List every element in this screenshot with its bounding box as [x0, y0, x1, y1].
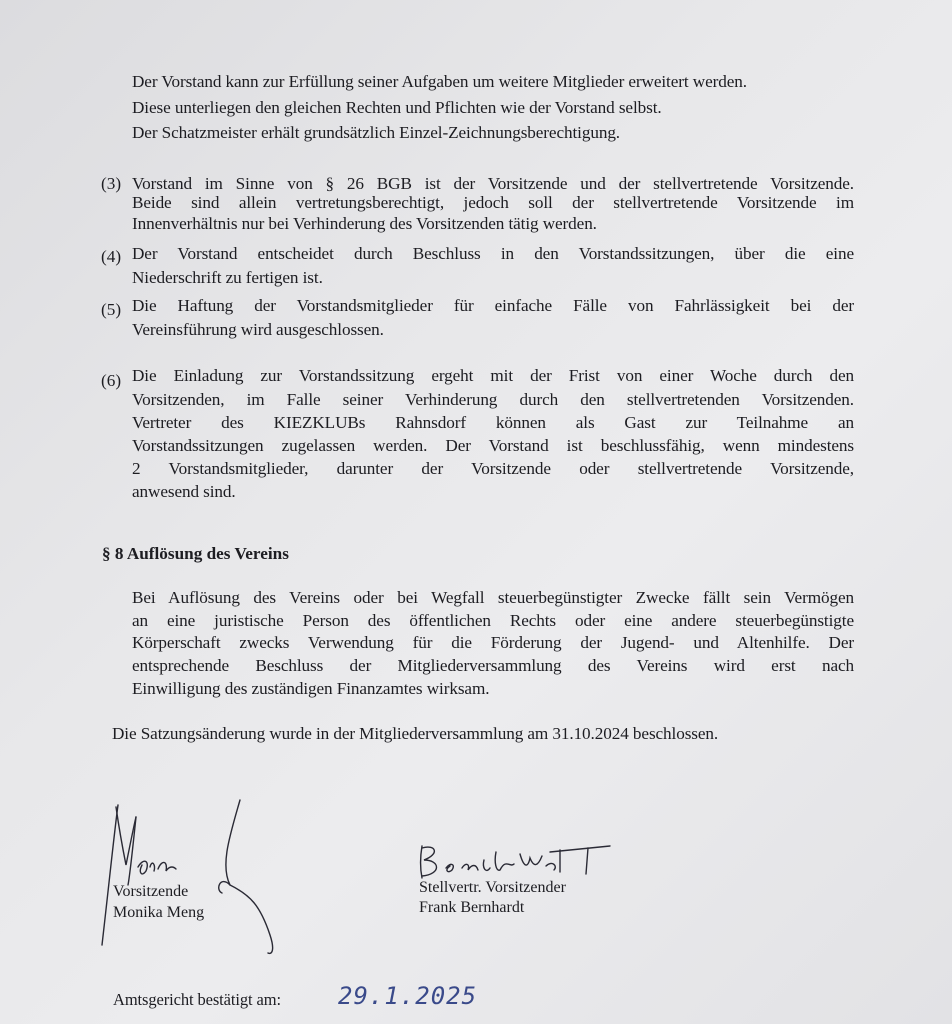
paragraph-6-number: (6) [101, 371, 122, 390]
paragraph-4-line-1: Der Vorstand entscheidet durch Beschluss in den Vorstandssitzungen, über die eine [132, 244, 854, 263]
signature-left-name: Monika Meng [113, 904, 205, 921]
paragraph-5-line-2: Vereinsführung wird ausgeschlossen. [132, 320, 384, 339]
resolution-statement: Die Satzungsänderung wurde in der Mitgliederversammlung am 31.10.2024 beschlossen. [112, 724, 719, 743]
signature-left-role: Vorsitzende [113, 883, 189, 900]
paragraph-6-line-4: Vorstandssitzungen zugelassen werden. Der Vorstand ist beschlussfähig, wenn mindestens [132, 436, 854, 455]
paragraph-6-line-2: Vorsitzenden, im Falle seiner Verhinderung durch den stellvertretenden Vorsitzenden. [132, 390, 854, 409]
paragraph-6-line-5: 2 Vorstandsmitglieder, darunter der Vorsitzende oder stellvertretende Vorsitzende, [132, 459, 854, 478]
paragraph-4-number: (4) [101, 247, 122, 266]
section-8-line-4: entsprechende Beschluss der Mitgliederversammlung des Vereins wird erst nach [132, 656, 854, 675]
section-8-line-5: Einwilligung des zuständigen Finanzamtes wirksam. [132, 679, 490, 698]
intro-line-2: Diese unterliegen den gleichen Rechten und Pflichten wie der Vorstand selbst. [132, 98, 662, 117]
court-confirmation-date: 29.1.2025 [338, 982, 478, 1010]
signature-monika-meng-icon [90, 795, 290, 955]
section-8-line-2: an eine juristische Person des öffentlichen Rechts oder eine andere steuerbegünstigte [132, 611, 854, 630]
paragraph-6-line-1: Die Einladung zur Vorstandssitzung ergeht mit der Frist von einer Woche durch den [132, 366, 854, 385]
paragraph-4-line-2: Niederschrift zu fertigen ist. [132, 268, 323, 287]
court-confirmation-label: Amtsgericht bestätigt am: [113, 990, 281, 1009]
paragraph-3-line-1: Vorstand im Sinne von § 26 BGB ist der Vorsitzende und der stellvertretende Vorsitzende. [132, 174, 854, 193]
section-8-line-3: Körperschaft zwecks Verwendung für die Förderung der Jugend- und Altenhilfe. Der [132, 633, 854, 652]
paragraph-5-line-1: Die Haftung der Vorstandsmitglieder für einfache Fälle von Fahrlässigkeit bei der [132, 296, 854, 315]
paragraph-6-line-6: anwesend sind. [132, 482, 236, 501]
section-8-heading: § 8 Auflösung des Vereins [102, 544, 289, 563]
signature-right-role: Stellvertr. Vorsitzender [419, 879, 566, 896]
paragraph-3-line-2: Beide sind allein vertretungsberechtigt, jedoch soll der stellvertretende Vorsitzende im [132, 193, 854, 212]
section-8-line-1: Bei Auflösung des Vereins oder bei Wegfall steuerbegünstigter Zwecke fällt sein Vermögen [132, 588, 854, 607]
paragraph-5-number: (5) [101, 300, 122, 319]
signature-right-name: Frank Bernhardt [419, 899, 525, 916]
intro-line-1: Der Vorstand kann zur Erfüllung seiner Aufgaben um weitere Mitglieder erweitert werden. [132, 72, 747, 91]
paragraph-3-number: (3) [101, 174, 122, 193]
paragraph-3-line-3: Innenverhältnis nur bei Verhinderung des Vorsitzenden tätig werden. [132, 214, 597, 233]
intro-line-3: Der Schatzmeister erhält grundsätzlich Einzel-Zeichnungsberechtigung. [132, 123, 621, 142]
paragraph-6-line-3: Vertreter des KIEZKLUBs Rahnsdorf können als Gast zur Teilnahme an [132, 413, 854, 432]
